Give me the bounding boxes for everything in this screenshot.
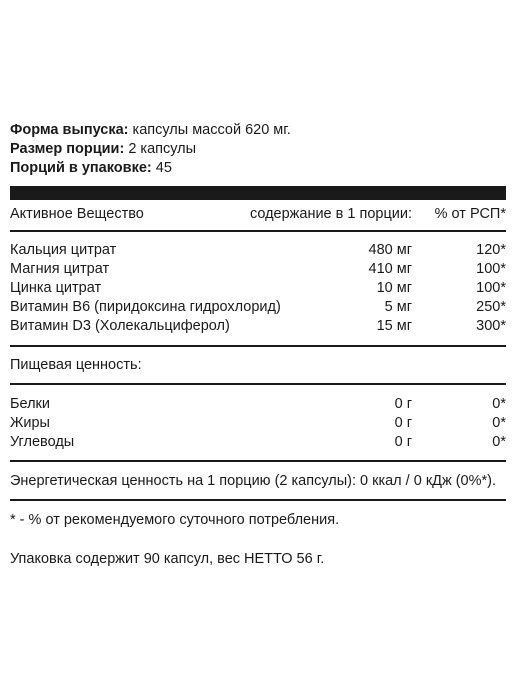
table-row [10, 414, 506, 433]
energy-value: Энергетическая ценность на 1 порцию (2 капсулы): 0 ккал / 0 кДж (0%*). [10, 473, 496, 489]
active-percent: 100* [476, 261, 506, 277]
active-amount: 5 мг [384, 299, 412, 315]
nutrient-percent: 0* [492, 396, 506, 412]
active-percent: 300* [476, 318, 506, 334]
product-info [10, 121, 291, 178]
actives-divider [10, 345, 506, 347]
table-row [10, 395, 506, 414]
active-percent: 120* [476, 242, 506, 258]
footnote: * - % от рекомендуемого суточного потребления. [10, 512, 340, 528]
nutrition-title: Пищевая ценность: [10, 357, 142, 373]
serving-value: 2 капсулы [124, 141, 197, 157]
top-divider [10, 186, 506, 200]
nutrient-name: Углеводы [10, 434, 75, 450]
servings-value: 45 [151, 160, 172, 176]
table-row [10, 241, 506, 260]
active-percent: 250* [476, 299, 506, 315]
table-row [10, 298, 506, 317]
table-row [10, 260, 506, 279]
active-name: Магния цитрат [10, 261, 110, 277]
table-row [10, 279, 506, 298]
servings-line [10, 159, 291, 178]
nutrient-name: Белки [10, 396, 51, 412]
serving-line [10, 140, 291, 159]
form-value: капсулы массой 620 мг. [128, 122, 291, 138]
active-amount: 10 мг [376, 280, 412, 296]
nutrition-title-row [10, 356, 506, 375]
header-amount: содержание в 1 порции: [249, 206, 412, 222]
active-amount: 15 мг [376, 318, 412, 334]
nutrient-amount: 0 г [394, 396, 412, 412]
package-info: Упаковка содержит 90 капсул, вес НЕТТО 56 г. [10, 551, 325, 567]
header-divider [10, 230, 506, 232]
active-amount: 410 мг [368, 261, 412, 277]
table-row [10, 433, 506, 452]
nutrients-divider [10, 460, 506, 462]
table-row [10, 317, 506, 336]
active-name: Цинка цитрат [10, 280, 102, 296]
active-name: Кальция цитрат [10, 242, 117, 258]
nutrient-amount: 0 г [394, 415, 412, 431]
active-amount: 480 мг [368, 242, 412, 258]
form-label: Форма выпуска: [10, 122, 129, 138]
form-line [10, 121, 291, 140]
serving-label: Размер порции: [10, 141, 125, 157]
nutrient-percent: 0* [492, 415, 506, 431]
table-header [10, 205, 506, 224]
energy-divider [10, 499, 506, 501]
nutrient-percent: 0* [492, 434, 506, 450]
header-active: Активное Вещество [10, 206, 144, 222]
nutrition-divider [10, 383, 506, 385]
active-percent: 100* [476, 280, 506, 296]
servings-label: Порций в упаковке: [10, 160, 152, 176]
nutrient-name: Жиры [10, 415, 50, 431]
active-name: Витамин В6 (пиридоксина гидрохлорид) [10, 299, 281, 315]
nutrient-amount: 0 г [394, 434, 412, 450]
active-name: Витамин D3 (Холекальциферол) [10, 318, 230, 334]
header-percent: % от РСП* [434, 206, 506, 222]
